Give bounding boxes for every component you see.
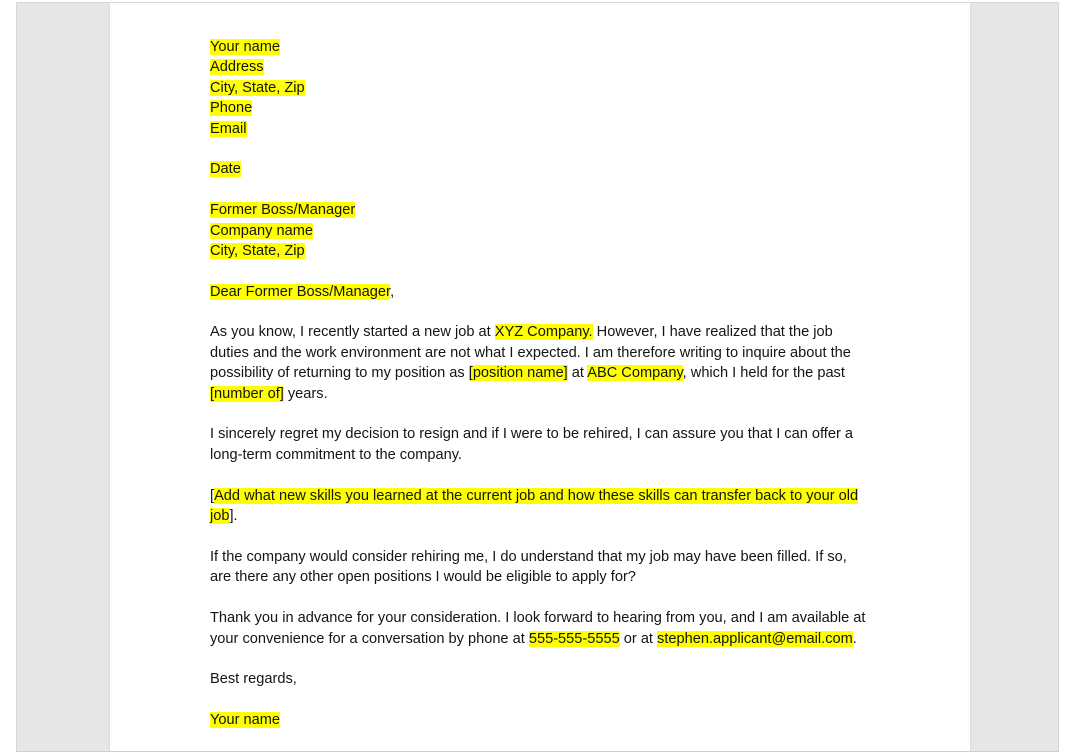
sender-address: Address <box>210 59 264 76</box>
letter-body <box>210 37 870 730</box>
recipient-city: City, State, Zip <box>210 242 305 259</box>
p5-text-3: . <box>852 630 857 647</box>
salutation-name: Dear Former Boss/Manager <box>210 283 391 300</box>
p3-close-bracket: ]. <box>229 508 238 525</box>
signature <box>210 710 870 730</box>
letter-date: Date <box>210 161 241 178</box>
recipient-block <box>210 200 870 261</box>
paragraph-5 <box>210 608 870 649</box>
recipient-company: Company name <box>210 222 314 239</box>
p3-open-bracket: [ <box>210 487 215 504</box>
paragraph-4: If the company would consider rehiring me, I do understand that my job may have been filled. If so, are there any other open positions I would be eligible to apply for? <box>210 548 847 586</box>
p1-text-5: years. <box>283 385 328 402</box>
p3-highlight-skills: Add what new skills you learned at the current job and how these skills can transfer back to your old job <box>210 487 859 525</box>
document-viewer <box>16 2 1059 752</box>
paragraph-3 <box>210 486 870 527</box>
p1-text-3: at <box>567 365 588 382</box>
salutation <box>210 282 870 302</box>
paragraph-2: I sincerely regret my decision to resign and if I were to be rehired, I can assure you that I can offer a long-term commitment to the company. <box>210 426 853 463</box>
p5-text-1: Thank you in advance for your consideration. I look forward to hearing from you, and I am available at your convenience for a conversation by phone at <box>210 610 866 647</box>
sender-city: City, State, Zip <box>210 79 305 96</box>
paragraph-1 <box>210 322 870 404</box>
closing <box>210 669 870 689</box>
document-page <box>110 3 970 752</box>
sender-name: Your name <box>210 39 281 55</box>
p1-highlight-old-company: ABC Company <box>587 365 683 382</box>
p1-text-2: However, I have realized that the job duties and the work environment are not what I expected. I am therefore writing to inquire about the possibility of returning to my position as <box>210 324 851 382</box>
p1-highlight-company: XYZ Company. <box>494 324 593 341</box>
date-block <box>210 159 870 179</box>
p1-text-4: , which I held for the past <box>682 365 845 382</box>
p5-highlight-phone: 555-555-5555 <box>528 630 620 647</box>
p5-text-2: or at <box>619 630 658 647</box>
sender-phone: Phone <box>210 100 253 117</box>
recipient-title: Former Boss/Manager <box>210 202 356 219</box>
sender-block <box>210 37 870 139</box>
salutation-punct: , <box>390 283 395 300</box>
p1-text-1: As you know, I recently started a new job at <box>210 324 495 341</box>
closing-text: Best regards, <box>210 671 297 688</box>
p5-highlight-email: stephen.applicant@email.com <box>657 630 853 647</box>
p1-highlight-position: [position name] <box>468 365 568 382</box>
signature-name: Your name <box>210 712 281 729</box>
p1-highlight-years: [number of] <box>210 385 284 402</box>
sender-email: Email <box>210 120 247 137</box>
